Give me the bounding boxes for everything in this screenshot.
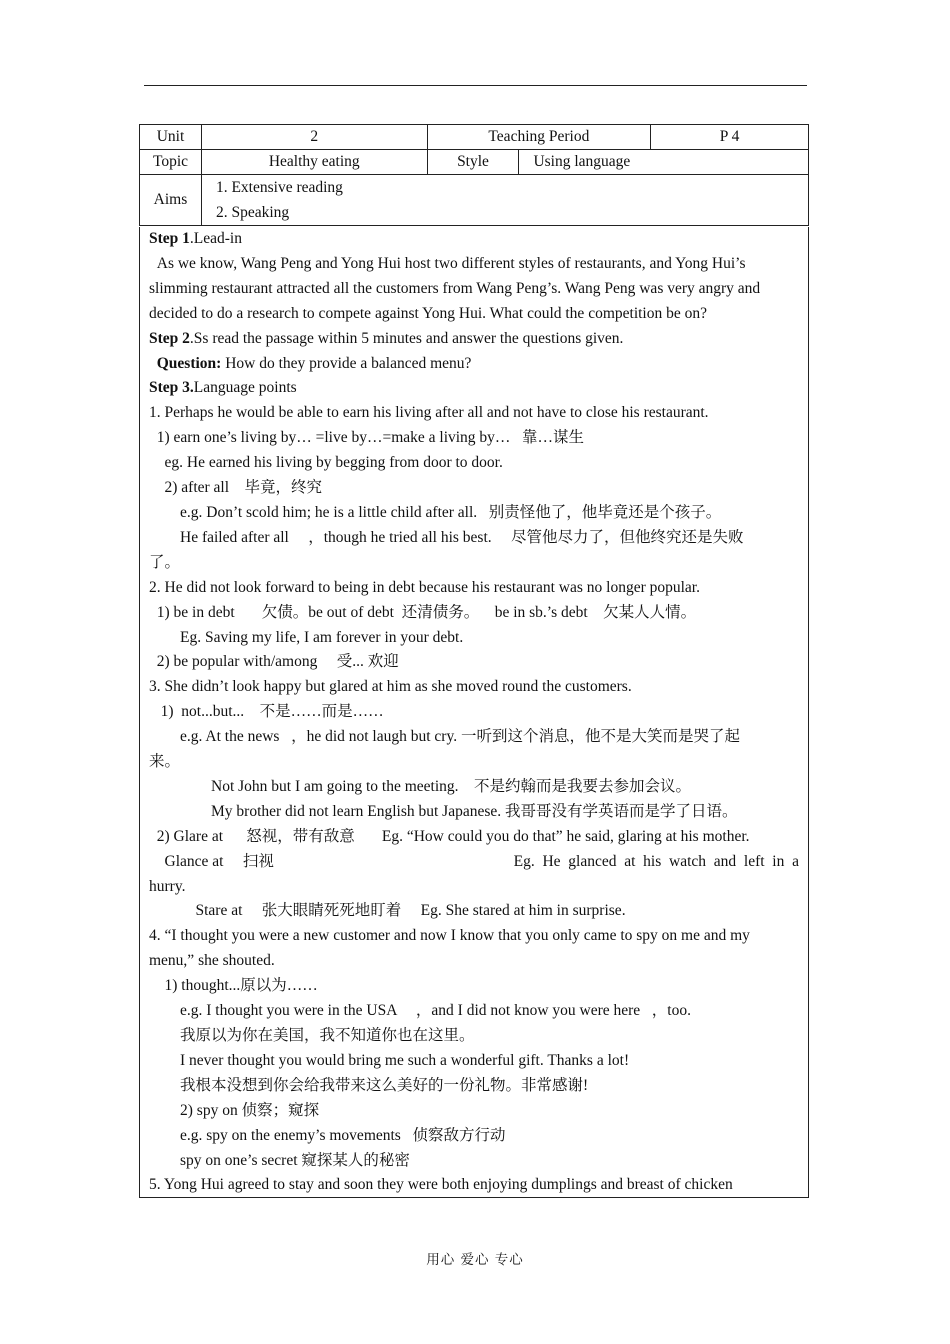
content-line (149, 1074, 799, 1099)
content-line (149, 1173, 799, 1198)
content-bold: Step 1 (149, 230, 190, 247)
unit-row (140, 125, 809, 150)
content-line (149, 1124, 799, 1149)
content-line (149, 401, 799, 426)
content-text: Stare at 张大眼睛死死地盯着 Eg. She stared at him in surprise. (149, 902, 626, 920)
content-line (149, 551, 799, 576)
content-text: hurry. (149, 877, 186, 895)
content-text: 我根本没想到你会给我带来这么美好的一份礼物。非常感谢! (149, 1076, 589, 1094)
content-text: Eg. Saving my life, I am forever in your debt. (149, 628, 464, 646)
content-text: 1) earn one’s living by… =live by…=make a living by… 靠…谋生 (149, 429, 585, 447)
content-text: 了。 (149, 553, 181, 571)
teaching-period-label: Teaching Period (427, 125, 651, 150)
content-line (149, 426, 799, 451)
content-line (149, 601, 799, 626)
content-text: 2) after all 毕竟，终究 (149, 479, 323, 497)
aim-item: 1. Extensive reading (215, 179, 343, 196)
unit-label: Unit (140, 125, 202, 150)
content-text: My brother did not learn English but Japanese. 我哥哥没有学英语而是学了日语。 (149, 802, 738, 820)
content-text: eg. He earned his living by begging from door to door. (149, 454, 503, 472)
content-text: 3. She didn’t look happy but glared at him as she moved round the customers. (149, 678, 632, 696)
content-line (149, 576, 799, 601)
content-line (149, 376, 799, 401)
lesson-header-table (139, 124, 809, 226)
content-text: e.g. Don’t scold him; he is a little child after all. 别责怪他了，他毕竟还是个孩子。 (149, 503, 722, 521)
content-text: 5. Yong Hui agreed to stay and soon they were both enjoying dumplings and breast of chicken (149, 1176, 733, 1194)
content-line (149, 750, 799, 775)
content-text: I never thought you would bring me such a wonderful gift. Thanks a lot! (149, 1051, 630, 1069)
aims-list (201, 175, 808, 226)
content-text: 1) thought...原以为…… (149, 977, 318, 995)
content-segment: Glance at 扫视 (149, 852, 274, 870)
content-text: decided to do a research to compete against Yong Hui. What could the competition be on? (149, 304, 707, 322)
content-text: e.g. spy on the enemy’s movements 侦察敌方行动 (149, 1126, 506, 1144)
content-text: menu,” she shouted. (149, 952, 275, 970)
content-text: As we know, Wang Peng and Yong Hui host two different styles of restaurants, and Yong Hui’s (149, 254, 746, 272)
content-bold: Step 3. (149, 379, 194, 397)
content-line (149, 974, 799, 999)
content-text: 4. “I thought you were a new customer and now I know that you only came to spy on me and my (149, 927, 750, 945)
content-line (149, 725, 799, 750)
content-bold: Step 2 (149, 329, 190, 347)
lesson-content (140, 227, 808, 1198)
page-footer: 用心 爱心 专心 (426, 1252, 524, 1268)
content-text: slimming restaurant attracted all the customers from Wang Peng’s. Wang Peng was very angry and (149, 279, 761, 297)
content-bold: Question: (149, 354, 222, 372)
content-line (149, 451, 799, 476)
aims-label: Aims (140, 175, 202, 226)
content-line (149, 999, 799, 1024)
teaching-period-value: P 4 (651, 125, 809, 150)
topic-value: Healthy eating (201, 150, 427, 175)
content-line (149, 924, 799, 949)
unit-value: 2 (201, 125, 427, 150)
content-text: .Lead-in (189, 230, 242, 247)
content-line (149, 850, 799, 875)
content-line (149, 352, 799, 377)
content-line (149, 675, 799, 700)
content-text: 2) be popular with/among 受... 欢迎 (149, 653, 399, 671)
content-line (149, 327, 799, 352)
content-text: Language points (193, 379, 297, 397)
topic-row (140, 150, 809, 175)
content-line (149, 277, 799, 302)
content-text: 1) not...but... 不是……而是…… (149, 703, 384, 721)
content-text: How do they provide a balanced menu? (221, 354, 472, 372)
content-line (149, 626, 799, 651)
content-text: 2. He did not look forward to being in debt because his restaurant was no longer popular. (149, 578, 700, 596)
content-line (149, 1149, 799, 1174)
content-text: 来。 (149, 753, 181, 771)
content-segment: Eg. He glanced at his watch and left in a (513, 852, 799, 870)
aim-item: 2. Speaking (215, 204, 290, 221)
content-line (149, 800, 799, 825)
content-line (149, 1024, 799, 1049)
content-line (149, 1099, 799, 1124)
style-value: Using language (519, 150, 809, 175)
content-text: 我原以为你在美国，我不知道你也在这里。 (149, 1027, 475, 1044)
content-line (149, 949, 799, 974)
content-line (149, 476, 799, 501)
style-label: Style (427, 150, 519, 175)
content-line (149, 825, 799, 850)
content-text: 2) Glare at 怒视，带有敌意 Eg. “How could you do that” he said, glaring at his mother. (149, 827, 750, 845)
content-text: Not John but I am going to the meeting. 不是约翰而是我要去参加会议。 (149, 777, 692, 795)
content-text: 1) be in debt 欠债。be out of debt 还清债务。 be in sb.’s debt 欠某人人情。 (149, 603, 697, 621)
content-text: e.g. I thought you were in the USA ，and I did not know you were here ，too. (149, 1002, 691, 1020)
content-line (149, 252, 799, 277)
content-line (149, 501, 799, 526)
aims-row (140, 175, 809, 226)
content-line (149, 775, 799, 800)
content-text: 2) spy on 侦察；窥探 (149, 1101, 320, 1119)
lesson-body (139, 227, 809, 1198)
content-line (149, 1049, 799, 1074)
content-line (149, 650, 799, 675)
content-line (149, 526, 799, 551)
content-text: spy on one’s secret 窥探某人的秘密 (149, 1151, 410, 1169)
content-text: e.g. At the news ，he did not laugh but cry. 一听到这个消息，他不是大笑而是哭了起 (149, 728, 740, 746)
content-line (149, 302, 799, 327)
content-text: .Ss read the passage within 5 minutes and answer the questions given. (189, 329, 624, 347)
content-text: 1. Perhaps he would be able to earn his living after all and not have to close his restaurant. (149, 404, 709, 422)
content-line (149, 899, 799, 924)
topic-label: Topic (140, 150, 202, 175)
content-line (149, 875, 799, 900)
content-text: He failed after all ，though he tried all his best. 尽管他尽力了，但他终究还是失败 (149, 528, 744, 546)
content-line (149, 700, 799, 725)
content-line (149, 227, 799, 252)
top-rule (144, 85, 807, 86)
